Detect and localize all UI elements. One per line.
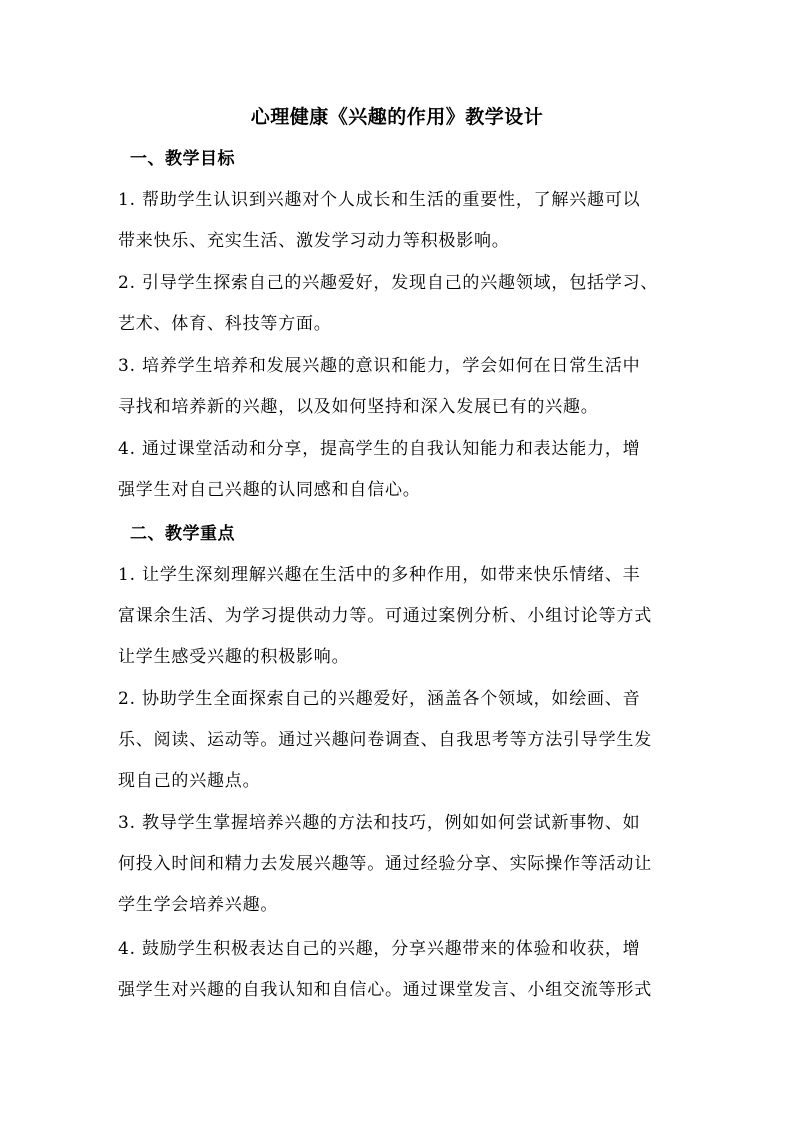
key-point-item-4 [118,929,678,1011]
key-point-item-3 [118,803,678,927]
paragraph-line: 乐、阅读、运动等。通过兴趣问卷调查、自我思考等方法引导学生发 [118,730,652,751]
paragraph-line: 学生学会培养兴趣。 [118,895,279,916]
paragraph-line: 3. 培养学生培养和发展兴趣的意识和能力，学会如何在日常生活中 [118,356,641,376]
paragraph-line: 4. 鼓励学生积极表达自己的兴趣，分享兴趣带来的体验和收获，增 [118,939,641,959]
objective-item-4 [118,429,678,511]
paragraph-line: 寻找和培养新的兴趣，以及如何坚持和深入发展已有的兴趣。 [118,397,599,418]
section-heading-teaching-key-points: 二、教学重点 [130,524,235,544]
paragraph-line: 2. 引导学生探索自己的兴趣爱好，发现自己的兴趣领域，包括学习、 [118,273,659,293]
objective-item-1 [118,180,678,262]
paragraph-line: 强学生对兴趣的自我认知和自信心。通过课堂发言、小组交流等形式 [118,980,652,1001]
paragraph-line: 3. 教导学生掌握培养兴趣的方法和技巧，例如如何尝试新事物、如 [118,813,641,833]
key-point-item-2 [118,679,678,803]
paragraph-line: 强学生对自己兴趣的认同感和自信心。 [118,480,421,501]
paragraph-line: 何投入时间和精力去发展兴趣等。通过经验分享、实际操作等活动让 [118,854,652,875]
paragraph-line: 让学生感受兴趣的积极影响。 [118,647,350,668]
section-heading-teaching-objectives: 一、教学目标 [130,149,235,169]
paragraph-line: 艺术、体育、科技等方面。 [118,314,332,335]
paragraph-line: 带来快乐、充实生活、激发学习动力等积极影响。 [118,231,510,252]
objective-item-3 [118,346,678,428]
key-point-item-1 [118,555,678,679]
paragraph-line: 1. 帮助学生认识到兴趣对个人成长和生活的重要性，了解兴趣可以 [118,190,641,210]
paragraph-line: 富课余生活、为学习提供动力等。可通过案例分析、小组讨论等方式 [118,606,652,627]
paragraph-line: 现自己的兴趣点。 [118,771,261,792]
paragraph-line: 4. 通过课堂活动和分享，提高学生的自我认知能力和表达能力，增 [118,439,641,459]
paragraph-line: 2. 协助学生全面探索自己的兴趣爱好，涵盖各个领域，如绘画、音 [118,689,641,709]
document-title: 心理健康《兴趣的作用》教学设计 [250,106,544,128]
objective-item-2 [118,263,678,345]
paragraph-line: 1. 让学生深刻理解兴趣在生活中的多种作用，如带来快乐情绪、丰 [118,565,641,585]
